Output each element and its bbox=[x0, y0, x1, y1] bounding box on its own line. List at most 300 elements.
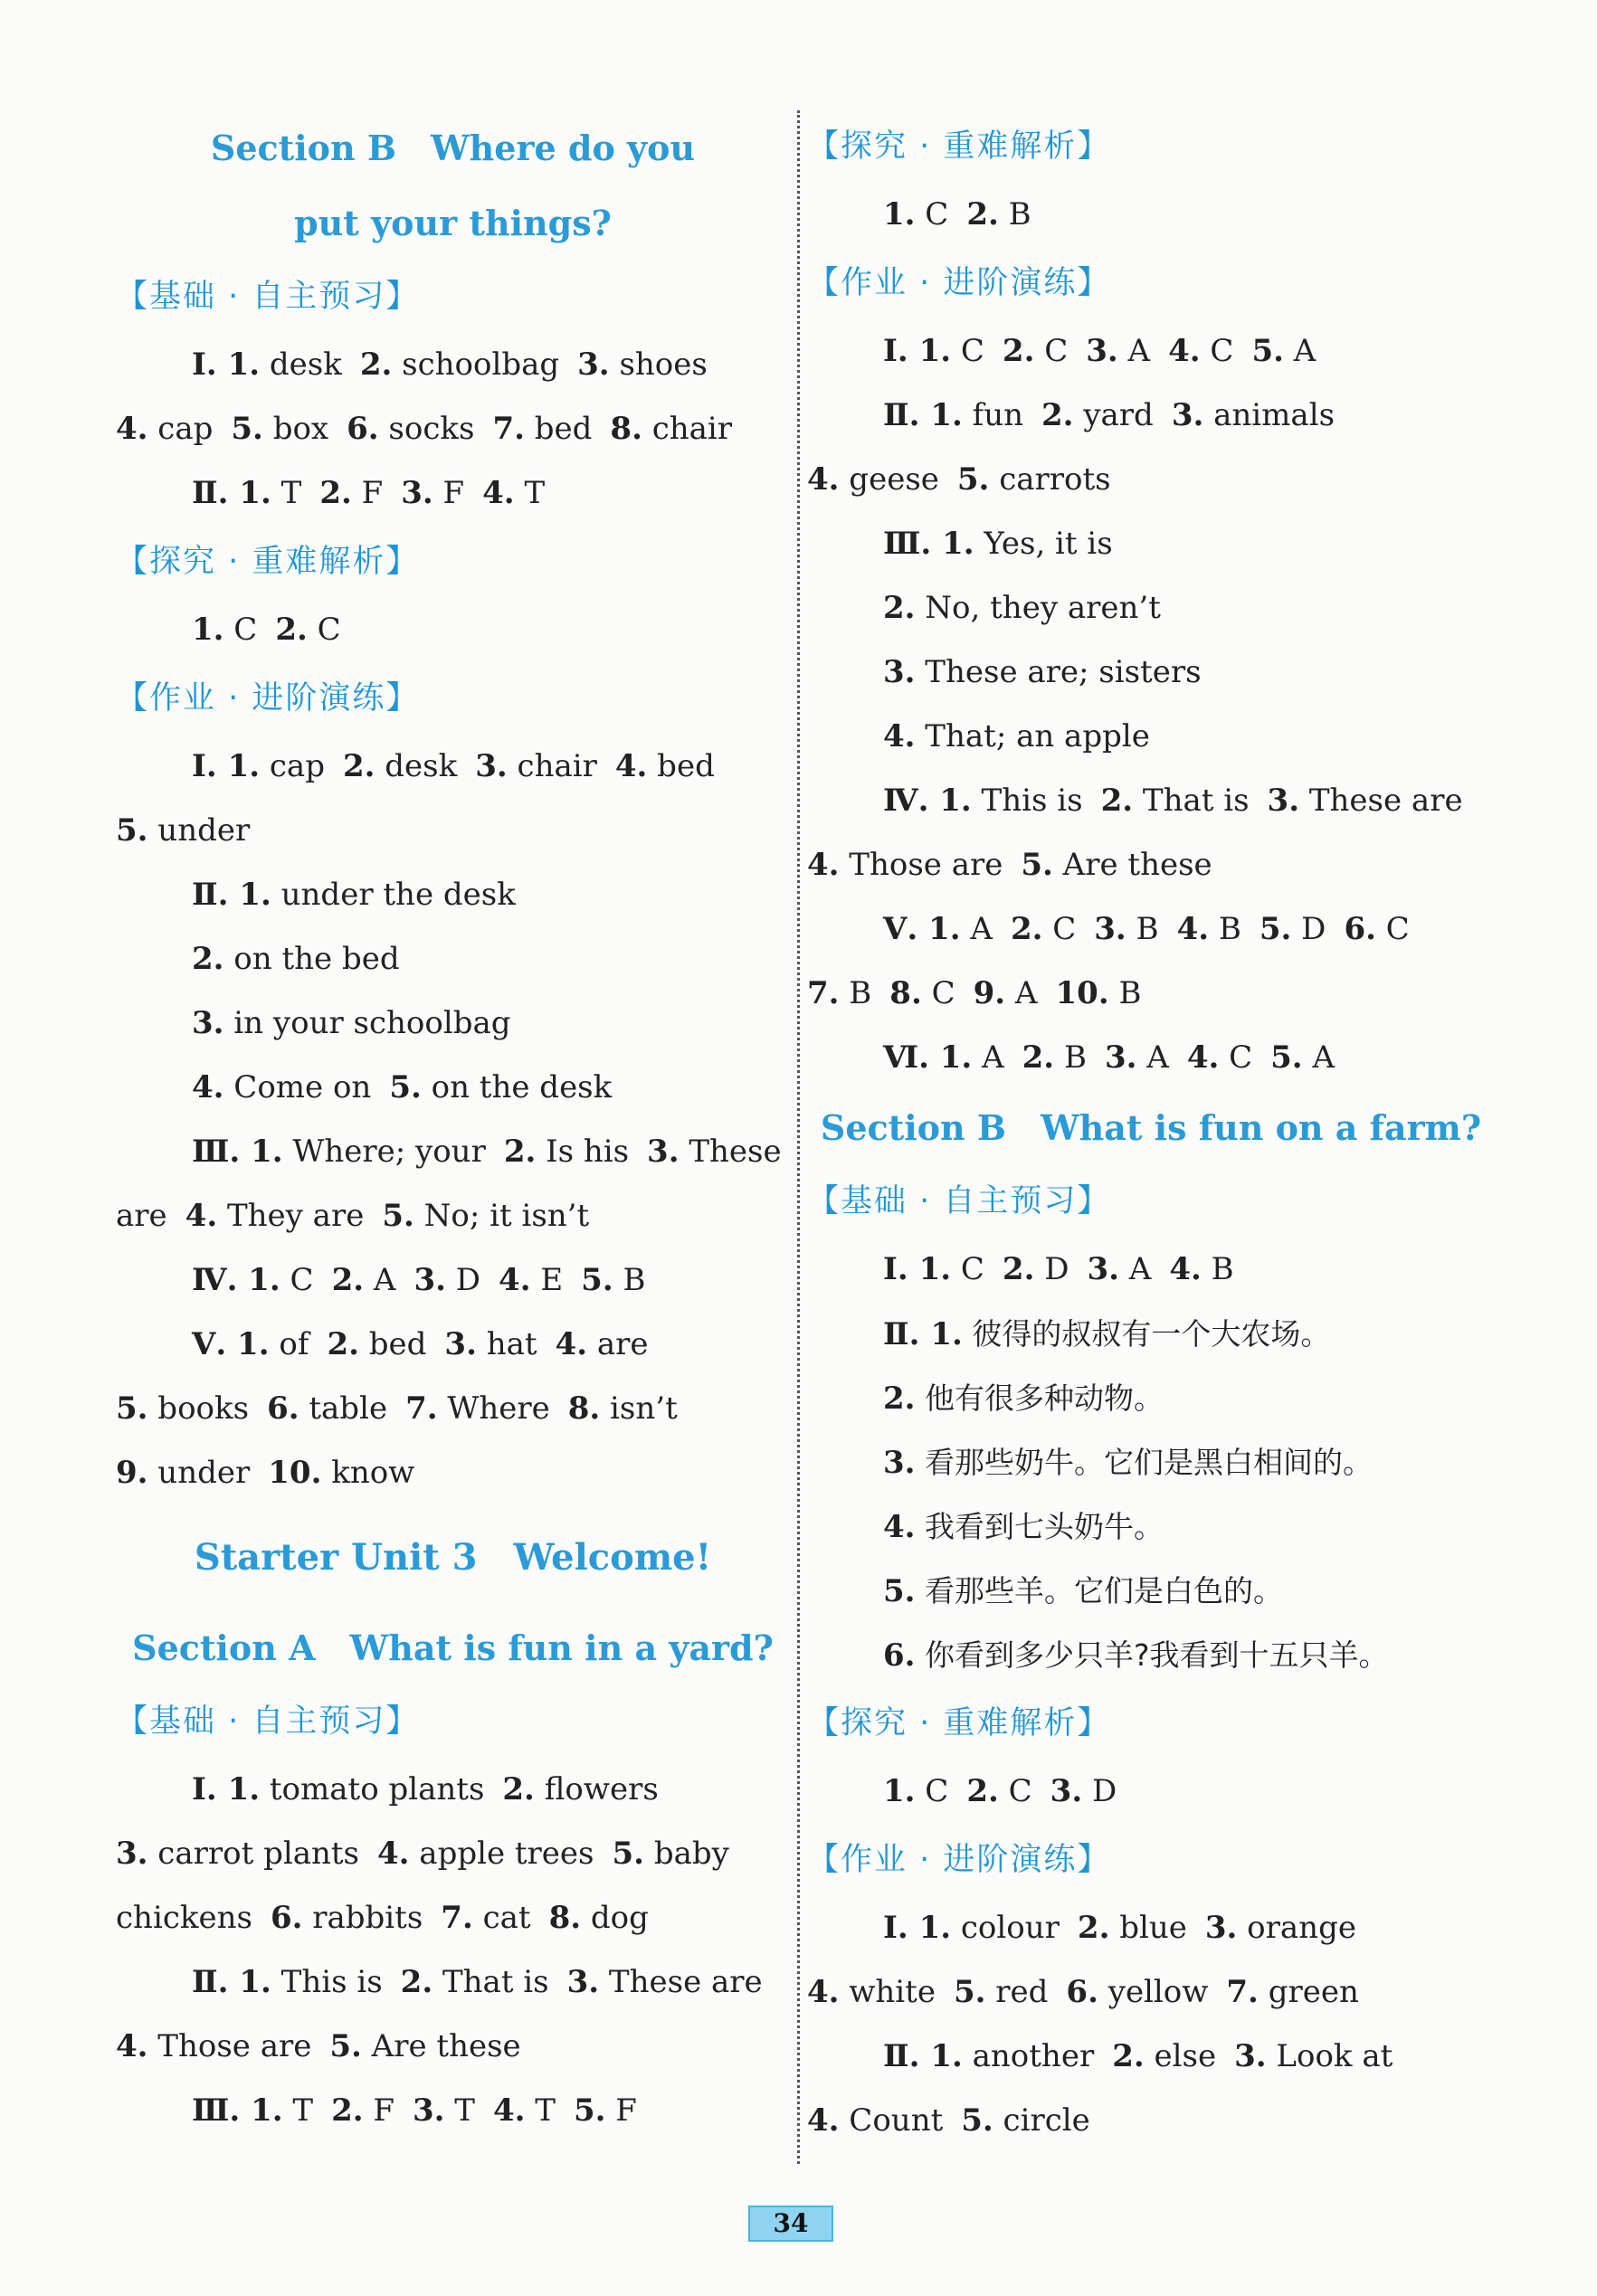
question-number: 4. bbox=[807, 2102, 840, 2139]
question-number: Ⅱ. 1. bbox=[883, 397, 963, 433]
question-number: Ⅴ. 1. bbox=[883, 911, 961, 947]
answer-line bbox=[116, 1886, 790, 1950]
answer-text: 看那些奶牛。它们是黑白相间的。 bbox=[915, 1445, 1373, 1480]
question-number: Ⅱ. 1. bbox=[192, 1964, 271, 2000]
question-number: 3. bbox=[577, 346, 610, 383]
question-number: 8. bbox=[889, 975, 922, 1011]
answer-text: of bbox=[269, 1326, 309, 1362]
question-number: 5. bbox=[953, 1974, 986, 2010]
answer-line bbox=[116, 863, 790, 927]
question-number: 3. bbox=[401, 475, 433, 511]
question-number: 10. bbox=[268, 1455, 322, 1491]
question-number: 3. bbox=[444, 1326, 477, 1362]
answer-text: C bbox=[915, 1773, 949, 1809]
question-number: Ⅰ. 1. bbox=[883, 1910, 952, 1946]
question-number: 2. bbox=[192, 941, 224, 977]
answer-text: This is bbox=[271, 1964, 383, 2000]
section-label: 【探究 · 重难解析】 bbox=[807, 1705, 1111, 1741]
answer-line bbox=[807, 1559, 1495, 1623]
question-number: 8. bbox=[610, 411, 642, 447]
question-number: Ⅰ. 1. bbox=[883, 333, 952, 369]
answer-text: B bbox=[1209, 911, 1241, 947]
answer-text: Are these bbox=[361, 2028, 521, 2064]
answer-line bbox=[807, 2089, 1495, 2153]
question-number: 3. bbox=[1171, 397, 1204, 433]
answer-line bbox=[807, 897, 1495, 962]
answer-text: Are these bbox=[1052, 847, 1212, 883]
question-number: 8. bbox=[567, 1390, 601, 1427]
answer-text: Those are bbox=[839, 847, 1003, 883]
unit-title: Starter Unit 3 Welcome! bbox=[194, 1536, 712, 1579]
answer-text: on the bed bbox=[223, 941, 400, 977]
question-number: 4. bbox=[883, 718, 916, 754]
answer-line bbox=[807, 833, 1495, 897]
answer-text: colour bbox=[951, 1910, 1060, 1946]
answer-text: A bbox=[1283, 333, 1317, 369]
question-number: 10. bbox=[1055, 975, 1109, 1011]
answer-text: B bbox=[1108, 975, 1142, 1011]
answer-line bbox=[116, 927, 790, 991]
question-number: 6. bbox=[1066, 1974, 1098, 2010]
question-number: 2. bbox=[1002, 333, 1035, 369]
answer-text: That is bbox=[433, 1964, 549, 2000]
question-number: 2. bbox=[327, 1326, 359, 1362]
answer-text: C bbox=[280, 1262, 314, 1298]
question-number: 7. bbox=[492, 411, 525, 447]
question-number: 5. bbox=[231, 411, 263, 447]
answer-text: animals bbox=[1203, 397, 1336, 433]
answer-text: cat bbox=[472, 1900, 531, 1936]
section-title: Section A What is fun in a yard? bbox=[132, 1627, 774, 1668]
answer-text: A bbox=[960, 911, 993, 947]
answer-text: 彼得的叔叔有一个大农场。 bbox=[962, 1316, 1331, 1352]
question-number: Ⅵ. 1. bbox=[883, 1039, 973, 1076]
answer-text: C bbox=[1200, 333, 1234, 369]
answer-text: C bbox=[223, 612, 258, 648]
question-number: 4. bbox=[555, 1326, 588, 1362]
question-number: 5. bbox=[1251, 333, 1284, 369]
answer-text: Count bbox=[839, 2102, 944, 2139]
question-number: 5. bbox=[956, 461, 990, 498]
question-number: Ⅰ. 1. bbox=[192, 1771, 261, 1807]
question-number: 2. bbox=[1100, 783, 1134, 819]
answer-text: fun bbox=[962, 397, 1024, 433]
answer-text: C bbox=[921, 975, 955, 1011]
answer-text: Is his bbox=[536, 1134, 630, 1170]
answer-text: No, they aren’t bbox=[915, 590, 1161, 626]
answer-text: box bbox=[262, 411, 329, 447]
question-number: 2. bbox=[966, 1773, 999, 1809]
question-number: 4. bbox=[883, 1509, 916, 1545]
question-number: 3. bbox=[116, 1836, 148, 1872]
answer-text: A bbox=[1117, 333, 1151, 369]
answer-line bbox=[807, 512, 1495, 576]
section-label: 【探究 · 重难解析】 bbox=[116, 544, 420, 580]
answer-text: carrot plants bbox=[147, 1836, 359, 1872]
answer-text: B bbox=[998, 196, 1031, 232]
answer-line bbox=[116, 598, 790, 662]
answer-text: apple trees bbox=[409, 1836, 594, 1872]
question-number: 4. bbox=[499, 1262, 531, 1298]
answer-line bbox=[807, 640, 1495, 705]
answer-line bbox=[116, 735, 790, 799]
answer-line bbox=[807, 705, 1495, 769]
section-title: Section B What is fun on a farm? bbox=[820, 1107, 1482, 1148]
question-number: 2. bbox=[1010, 911, 1043, 947]
question-number: Ⅱ. 1. bbox=[192, 475, 271, 511]
answer-text: C bbox=[1219, 1039, 1253, 1076]
answer-text: This is bbox=[971, 783, 1083, 819]
answer-line bbox=[116, 1758, 790, 1822]
question-number: 4. bbox=[1168, 333, 1201, 369]
answer-text: in your schoolbag bbox=[223, 1005, 511, 1041]
question-number: 2. bbox=[275, 612, 308, 648]
answer-text: D bbox=[445, 1262, 481, 1298]
answer-line bbox=[807, 1430, 1495, 1494]
question-number: 4. bbox=[376, 1836, 410, 1872]
question-number: 3. bbox=[1204, 1910, 1238, 1946]
answer-text: chair bbox=[642, 411, 733, 447]
question-number: 6. bbox=[270, 1900, 303, 1936]
answer-line bbox=[807, 1494, 1495, 1559]
answer-text: F bbox=[605, 2092, 637, 2129]
question-number: 4. bbox=[807, 1974, 840, 2010]
question-number: 5. bbox=[612, 1836, 645, 1872]
question-number: Ⅱ. 1. bbox=[883, 1316, 963, 1352]
answer-text: Those are bbox=[147, 2028, 312, 2064]
question-number: 1. bbox=[883, 1773, 916, 1809]
answer-text: yellow bbox=[1098, 1974, 1209, 2010]
answer-text: C bbox=[915, 196, 949, 232]
answer-line bbox=[116, 1248, 790, 1313]
answer-text: under the desk bbox=[271, 877, 516, 913]
question-number: 7. bbox=[441, 1900, 473, 1936]
question-number: 3. bbox=[883, 1445, 916, 1481]
answer-text: bed bbox=[524, 411, 593, 447]
answer-line bbox=[116, 1313, 790, 1377]
section-title: Section B Where do you bbox=[210, 128, 696, 168]
section-label: 【基础 · 自主预习】 bbox=[116, 1703, 420, 1740]
question-number: 2. bbox=[331, 2092, 364, 2129]
answer-text: C bbox=[951, 333, 984, 369]
question-number: 5. bbox=[1021, 847, 1053, 883]
question-number: 2. bbox=[502, 1771, 535, 1807]
answer-text: These are; sisters bbox=[915, 654, 1202, 690]
answer-text: E bbox=[530, 1262, 564, 1298]
question-number: 9. bbox=[116, 1455, 148, 1491]
answer-text: These are bbox=[1299, 783, 1463, 819]
question-number: 5. bbox=[116, 1390, 148, 1427]
answer-line bbox=[807, 319, 1495, 384]
question-number: 4. bbox=[482, 475, 515, 511]
section-label: 【作业 · 进阶演练】 bbox=[116, 680, 420, 716]
answer-text: on the desk bbox=[421, 1069, 613, 1105]
question-number: Ⅱ. 1. bbox=[883, 2038, 963, 2074]
answer-text: F bbox=[363, 2092, 394, 2129]
answer-line bbox=[116, 1950, 790, 2015]
left-column bbox=[116, 110, 790, 2143]
question-number: 2. bbox=[342, 748, 375, 784]
question-number: 2. bbox=[966, 196, 999, 232]
question-number: Ⅲ. 1. bbox=[192, 1134, 283, 1170]
answer-text: red bbox=[985, 1974, 1049, 2010]
question-number: 4. bbox=[614, 748, 648, 784]
question-number: 2. bbox=[331, 1262, 365, 1298]
answer-line bbox=[116, 1120, 790, 1184]
question-number: 2. bbox=[1002, 1251, 1035, 1287]
answer-text: A bbox=[1118, 1251, 1152, 1287]
question-number: 3. bbox=[475, 748, 508, 784]
question-number: 6. bbox=[883, 1637, 916, 1674]
answer-text: D bbox=[1082, 1773, 1117, 1809]
question-number: 7. bbox=[405, 1390, 438, 1427]
answer-text: flowers bbox=[534, 1771, 659, 1807]
answer-text: desk bbox=[375, 748, 458, 784]
answer-text: hat bbox=[476, 1326, 537, 1362]
answer-text: under bbox=[147, 1455, 251, 1491]
question-number: 3. bbox=[1094, 911, 1126, 947]
answer-text: bed bbox=[647, 748, 715, 784]
answer-text: B bbox=[839, 975, 872, 1011]
question-number: 2. bbox=[1041, 397, 1074, 433]
question-number: 3. bbox=[1050, 1773, 1083, 1809]
answer-text: green bbox=[1258, 1974, 1359, 2010]
answer-line bbox=[116, 1056, 790, 1120]
answer-text: These bbox=[679, 1134, 782, 1170]
question-number: 2. bbox=[883, 590, 916, 626]
question-number: 2. bbox=[1077, 1910, 1110, 1946]
answer-text: Come on bbox=[223, 1069, 372, 1105]
answer-text: 我看到七头奶牛。 bbox=[915, 1509, 1164, 1544]
answer-line bbox=[807, 1896, 1495, 1960]
answer-text: A bbox=[1302, 1039, 1336, 1076]
question-number: 4. bbox=[1186, 1039, 1220, 1076]
answer-line bbox=[807, 962, 1495, 1026]
question-number: Ⅰ. 1. bbox=[192, 748, 261, 784]
answer-line bbox=[116, 333, 790, 397]
question-number: 3. bbox=[883, 654, 916, 690]
column-divider bbox=[797, 110, 800, 2164]
answer-text: 看那些羊。它们是白色的。 bbox=[915, 1573, 1283, 1608]
answer-text: white bbox=[839, 1974, 936, 2010]
answer-line bbox=[116, 1822, 790, 1886]
question-number: 9. bbox=[973, 975, 1006, 1011]
question-number: 5. bbox=[961, 2102, 993, 2139]
answer-text: tomato plants bbox=[260, 1771, 485, 1807]
question-number: 4. bbox=[492, 2092, 526, 2129]
answer-text: B bbox=[1126, 911, 1159, 947]
question-number: 5. bbox=[1259, 911, 1292, 947]
question-number: 7. bbox=[807, 975, 840, 1011]
answer-line bbox=[807, 1960, 1495, 2025]
answer-text: B bbox=[613, 1262, 646, 1298]
question-number: Ⅲ. 1. bbox=[192, 2092, 283, 2129]
answer-text: chair bbox=[507, 748, 597, 784]
answer-line bbox=[116, 2079, 790, 2143]
answer-line bbox=[807, 1366, 1495, 1430]
answer-text: 你看到多少只羊?我看到十五只羊。 bbox=[915, 1637, 1389, 1673]
answer-line bbox=[807, 1238, 1495, 1302]
answer-line bbox=[116, 1184, 790, 1248]
question-number: Ⅱ. 1. bbox=[192, 877, 271, 913]
question-number: 6. bbox=[267, 1390, 299, 1427]
answer-text: B bbox=[1201, 1251, 1234, 1287]
answer-text: Look at bbox=[1266, 2038, 1393, 2074]
question-number: 4. bbox=[1176, 911, 1210, 947]
answer-text: C bbox=[307, 612, 341, 648]
question-number: 5. bbox=[382, 1198, 414, 1234]
answer-text: A bbox=[1136, 1039, 1169, 1076]
question-number: 5. bbox=[573, 2092, 606, 2129]
question-number: 5. bbox=[389, 1069, 422, 1105]
answer-text: T bbox=[514, 475, 546, 511]
answer-text: T bbox=[525, 2092, 556, 2129]
answer-text: blue bbox=[1109, 1910, 1187, 1946]
answer-text: They are bbox=[217, 1198, 365, 1234]
question-number: 8. bbox=[548, 1900, 582, 1936]
question-number: 4. bbox=[1169, 1251, 1202, 1287]
answer-text: These are bbox=[599, 1964, 763, 2000]
question-number: 3. bbox=[1234, 2038, 1267, 2074]
answer-text: are bbox=[587, 1326, 649, 1362]
answer-text: orange bbox=[1237, 1910, 1356, 1946]
answer-text: C bbox=[1375, 911, 1410, 947]
question-number: 3. bbox=[412, 2092, 445, 2129]
answer-text: desk bbox=[260, 346, 342, 383]
answer-text: are bbox=[116, 1198, 167, 1234]
answer-text: dog bbox=[581, 1900, 649, 1936]
answer-text: under bbox=[147, 812, 251, 849]
section-label: 【基础 · 自主预习】 bbox=[116, 279, 420, 315]
question-number: 2. bbox=[1112, 2038, 1145, 2074]
answer-line bbox=[807, 384, 1495, 448]
answer-text: table bbox=[299, 1390, 388, 1427]
question-number: 4. bbox=[116, 2028, 148, 2064]
answer-text: Where bbox=[437, 1390, 550, 1427]
answer-line bbox=[807, 1623, 1495, 1687]
answer-text: else bbox=[1144, 2038, 1217, 2074]
answer-line bbox=[116, 1441, 790, 1505]
answer-line bbox=[807, 1026, 1495, 1090]
question-number: 6. bbox=[1344, 911, 1376, 947]
answer-line bbox=[807, 576, 1495, 640]
question-number: 4. bbox=[192, 1069, 224, 1105]
question-number: 5. bbox=[116, 812, 148, 849]
question-number: Ⅳ. 1. bbox=[192, 1262, 280, 1298]
answer-text: C bbox=[1034, 333, 1069, 369]
right-column bbox=[807, 110, 1495, 2153]
answer-line bbox=[116, 2015, 790, 2079]
answer-text: No; it isn’t bbox=[414, 1198, 590, 1234]
question-number: 5. bbox=[883, 1573, 916, 1609]
answer-text: baby bbox=[644, 1836, 729, 1872]
answer-text: rabbits bbox=[302, 1900, 423, 1936]
answer-text: C bbox=[951, 1251, 984, 1287]
answer-line bbox=[116, 991, 790, 1056]
answer-text: cap bbox=[260, 748, 325, 784]
answer-text: That; an apple bbox=[915, 718, 1150, 754]
answer-text: Where; your bbox=[282, 1134, 486, 1170]
question-number: 3. bbox=[192, 1005, 224, 1041]
answer-text: C bbox=[998, 1773, 1032, 1809]
answer-text: F bbox=[433, 475, 465, 511]
answer-line bbox=[116, 397, 790, 461]
question-number: 3. bbox=[1104, 1039, 1137, 1076]
answer-text: yard bbox=[1073, 397, 1154, 433]
question-number: 3. bbox=[414, 1262, 446, 1298]
page-number-badge bbox=[748, 2206, 839, 2242]
section-label: 【探究 · 重难解析】 bbox=[807, 128, 1111, 165]
question-number: 2. bbox=[503, 1134, 537, 1170]
question-number: Ⅰ. 1. bbox=[192, 346, 261, 383]
answer-line bbox=[807, 183, 1495, 247]
section-label: 【作业 · 进阶演练】 bbox=[807, 265, 1111, 301]
question-number: Ⅰ. 1. bbox=[883, 1251, 952, 1287]
answer-text: books bbox=[147, 1390, 250, 1427]
answer-text: know bbox=[321, 1455, 415, 1491]
question-number: 3. bbox=[1087, 1251, 1119, 1287]
section-label: 【基础 · 自主预习】 bbox=[807, 1183, 1111, 1219]
question-number: 5. bbox=[1270, 1039, 1303, 1076]
question-number: 2. bbox=[1022, 1039, 1055, 1076]
question-number: 2. bbox=[319, 475, 352, 511]
answer-text: C bbox=[1042, 911, 1077, 947]
answer-text: D bbox=[1291, 911, 1326, 947]
question-number: 5. bbox=[329, 2028, 362, 2064]
answer-text: T bbox=[282, 2092, 314, 2129]
answer-text: 他有很多种动物。 bbox=[915, 1380, 1164, 1416]
answer-text: circle bbox=[993, 2102, 1090, 2139]
answer-text: carrots bbox=[989, 461, 1111, 498]
answer-line bbox=[807, 1760, 1495, 1824]
question-number: 2. bbox=[883, 1380, 916, 1417]
section-title: put your things? bbox=[294, 203, 612, 243]
question-number: 3. bbox=[647, 1134, 680, 1170]
answer-text: T bbox=[271, 475, 302, 511]
question-number: 5. bbox=[581, 1262, 613, 1298]
question-number: Ⅲ. 1. bbox=[883, 526, 974, 562]
question-number: Ⅴ. 1. bbox=[192, 1326, 270, 1362]
answer-line bbox=[807, 769, 1495, 833]
answer-text: cap bbox=[147, 411, 214, 447]
answer-line bbox=[807, 1302, 1495, 1366]
page-number: 34 bbox=[748, 2206, 833, 2242]
question-number: 2. bbox=[400, 1964, 433, 2000]
question-number: 6. bbox=[347, 411, 379, 447]
answer-text: That is bbox=[1133, 783, 1250, 819]
answer-text: schoolbag bbox=[392, 346, 560, 383]
answer-text: isn’t bbox=[600, 1390, 678, 1427]
section-label: 【作业 · 进阶演练】 bbox=[807, 1842, 1111, 1878]
question-number: 1. bbox=[192, 612, 224, 648]
question-number: 3. bbox=[1267, 783, 1300, 819]
answer-text: shoes bbox=[609, 346, 708, 383]
answer-line bbox=[807, 2025, 1495, 2089]
answer-text: geese bbox=[839, 461, 939, 498]
answer-line bbox=[807, 448, 1495, 512]
answer-line bbox=[116, 1377, 790, 1441]
question-number: 1. bbox=[883, 196, 916, 232]
question-number: Ⅳ. 1. bbox=[883, 783, 972, 819]
answer-text: chickens bbox=[116, 1900, 252, 1936]
answer-text: bed bbox=[358, 1326, 427, 1362]
answer-text: A bbox=[1005, 975, 1038, 1011]
answer-text: another bbox=[962, 2038, 1095, 2074]
question-number: 4. bbox=[116, 411, 148, 447]
answer-line bbox=[116, 799, 790, 863]
question-number: 4. bbox=[807, 461, 840, 498]
answer-text: Yes, it is bbox=[974, 526, 1113, 562]
